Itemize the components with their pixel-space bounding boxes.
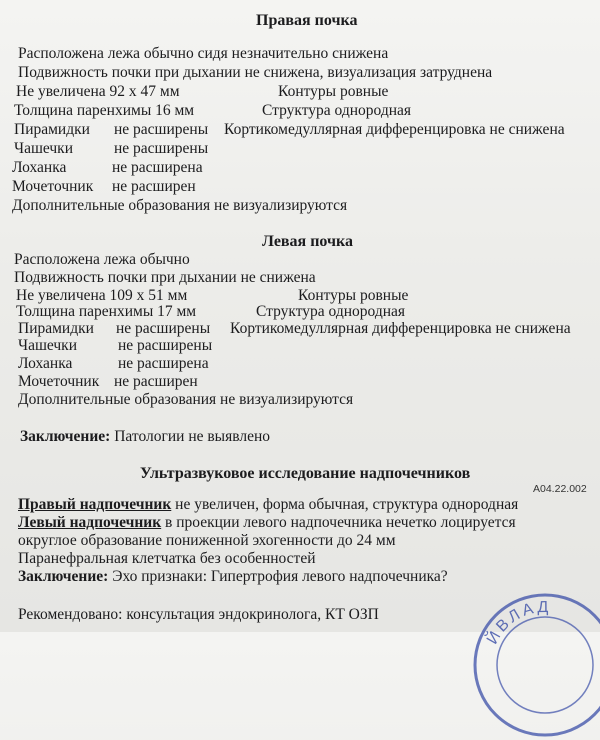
left-kidney-pelvis-label: Лоханка	[18, 355, 73, 372]
left-kidney-size: Не увеличена 109 х 51 мм	[16, 287, 188, 304]
left-kidney-calyces-value: не расширены	[118, 337, 213, 354]
left-adrenal-text: в проекции левого надпочечника нечетко лоцируется	[165, 514, 516, 531]
left-kidney-formations: Дополнительные образования не визуализируются	[18, 391, 354, 408]
left-adrenal-text-2: округлое образование пониженной эхогенности до 24 мм	[18, 532, 396, 549]
kidney-conclusion	[20, 428, 270, 446]
left-adrenal-label: Левый надпочечник	[18, 514, 162, 531]
left-kidney-cmd: Кортикомедуллярная дифференцировка не снижена	[230, 320, 571, 337]
svg-text:ЙВЛАД	[482, 599, 551, 647]
left-kidney-title: Левая почка	[262, 233, 354, 250]
right-kidney-ureter-label: Мочеточник	[12, 178, 94, 195]
adrenal-conclusion	[18, 568, 448, 586]
left-kidney-ureter-label: Мочеточник	[18, 373, 100, 390]
left-kidney-pelvis-value: не расширена	[118, 355, 209, 372]
right-kidney-title: Правая почка	[256, 12, 358, 29]
right-kidney-pelvis-value: не расширена	[112, 159, 203, 176]
kidney-conclusion-text: Патологии не выявлено	[114, 428, 270, 445]
right-adrenal-label: Правый надпочечник	[18, 496, 172, 513]
stamp-text: ЙВЛАД	[483, 598, 552, 648]
right-kidney-calyces-label: Чашечки	[14, 140, 74, 157]
left-kidney-contours: Контуры ровные	[298, 287, 409, 304]
right-kidney-contours: Контуры ровные	[278, 83, 389, 100]
stamp-seal	[470, 590, 600, 740]
right-kidney-formations: Дополнительные образования не визуализируются	[12, 197, 348, 214]
adrenal-conclusion-label: Заключение:	[18, 568, 109, 585]
procedure-code: A04.22.002	[533, 483, 587, 495]
right-kidney-structure: Структура однородная	[262, 102, 412, 119]
left-kidney-pyramids-label: Пирамидки	[18, 320, 94, 337]
right-kidney-cmd: Кортикомедуллярная дифференцировка не снижена	[224, 121, 565, 138]
right-kidney-location: Расположена лежа обычно сидя незначительно снижена	[18, 45, 389, 62]
left-kidney-calyces-label: Чашечки	[18, 337, 78, 354]
right-kidney-pyramids-label: Пирамидки	[14, 121, 90, 138]
right-kidney-mobility: Подвижность почки при дыхании не снижена, визуализация затруднена	[18, 64, 493, 81]
paranephric-tissue: Паранефральная клетчатка без особенностей	[18, 550, 316, 567]
left-kidney-structure: Структура однородная	[256, 303, 406, 320]
left-kidney-ureter-value: не расширен	[114, 373, 198, 390]
right-adrenal-text: не увеличен, форма обычная, структура однородная	[175, 496, 519, 513]
left-kidney-pyramids-value: не расширены	[116, 320, 211, 337]
recommendation: Рекомендовано: консультация эндокринолога, КТ ОЗП	[18, 606, 379, 623]
right-adrenal	[18, 496, 518, 514]
right-kidney-parenchyma: Толщина паренхимы 16 мм	[14, 102, 195, 119]
adrenal-conclusion-text: Эхо признаки: Гипертрофия левого надпочечника?	[112, 568, 448, 585]
right-kidney-pyramids-value: не расширены	[114, 121, 209, 138]
left-kidney-mobility: Подвижность почки при дыхании не снижена	[14, 269, 316, 286]
left-kidney-parenchyma: Толщина паренхимы 17 мм	[16, 303, 197, 320]
kidney-conclusion-label: Заключение:	[20, 428, 111, 445]
right-kidney-pelvis-label: Лоханка	[12, 159, 67, 176]
left-adrenal	[18, 514, 516, 532]
right-kidney-size: Не увеличена 92 х 47 мм	[16, 83, 180, 100]
adrenal-title: Ультразвуковое исследование надпочечников	[140, 465, 471, 482]
right-kidney-ureter-value: не расширен	[112, 178, 196, 195]
left-kidney-location: Расположена лежа обычно	[14, 251, 190, 268]
right-kidney-calyces-value: не расширены	[114, 140, 209, 157]
